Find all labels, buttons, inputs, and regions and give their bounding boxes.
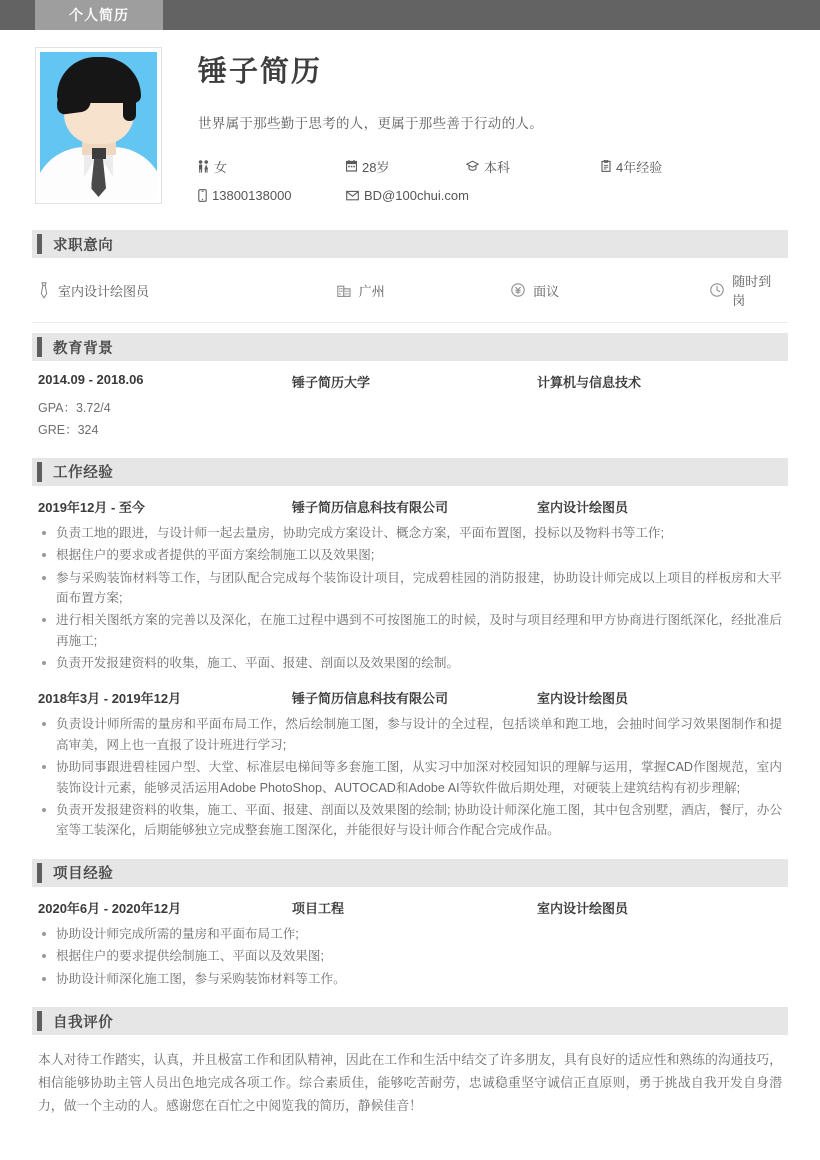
education-gre: GRE：324 (38, 422, 99, 437)
top-banner (0, 0, 820, 30)
work-title: 工作经验 (53, 465, 114, 482)
meta-experience-value: 4年经验 (616, 159, 663, 175)
work-role: 室内设计绘图员 (537, 691, 629, 707)
contact-row-1 (198, 157, 820, 176)
section-education (0, 333, 820, 444)
list-item: 协助设计师完成所需的量房和平面布局工作; (38, 924, 782, 944)
project-header (32, 859, 788, 887)
meta-email (346, 188, 469, 203)
profile-info (162, 47, 820, 230)
calendar-icon (346, 160, 357, 172)
project-entry (32, 887, 788, 993)
profile-header (0, 30, 820, 230)
intent-availability (710, 271, 784, 309)
evaluation-title: 自我评价 (53, 1014, 114, 1031)
intent-salary (511, 281, 710, 300)
intent-salary-value: 面议 (533, 283, 560, 299)
intent-city (337, 281, 511, 300)
project-title: 项目经验 (53, 866, 114, 883)
work-header (32, 458, 788, 486)
project-date: 2020年6月 - 2020年12月 (38, 900, 182, 916)
education-date: 2014.09 - 2018.06 (38, 372, 144, 387)
education-gpa: GPA：3.72/4 (38, 401, 111, 415)
contact-row-2 (198, 188, 820, 203)
avatar-sideburn (123, 91, 136, 121)
work-role: 室内设计绘图员 (537, 499, 629, 515)
section-accent-bar (37, 337, 42, 357)
list-item: 进行相关图纸方案的完善以及深化，在施工过程中遇到不可按图施工的时候，及时与项目经理和甲方协商进行图纸深化，经批准后再施工; (38, 610, 782, 651)
intent-position-value: 室内设计绘图员 (58, 283, 150, 299)
work-entry-head (38, 688, 782, 707)
section-project-experience (0, 859, 820, 993)
phone-icon (198, 189, 207, 202)
resume-title-tab: 个人简历 (35, 0, 163, 30)
section-job-intention (0, 230, 820, 323)
intent-city-value: 广州 (358, 283, 385, 299)
tie-icon (38, 282, 50, 299)
meta-phone-value: 13800138000 (212, 187, 292, 203)
job-intention-header (32, 230, 788, 258)
job-intention-title: 求职意向 (53, 237, 114, 254)
meta-phone (198, 188, 346, 203)
spacer (0, 323, 820, 333)
meta-age-value: 28岁 (362, 159, 390, 175)
list-item: 协助设计师深化施工图，参与采购装饰材料等工作。 (38, 969, 782, 989)
section-accent-bar (37, 1011, 42, 1031)
job-intention-row (32, 258, 788, 323)
building-icon (337, 283, 351, 297)
education-entry-head (38, 372, 782, 391)
work-entry (32, 677, 788, 844)
list-item: 协助同事跟进碧桂园户型、大堂、标准层电梯间等多套施工图，从实习中加深对校园知识的理解与运用，掌握CAD作图规范，室内装饰设计元素，能够灵活运用Adobe PhotoShop、AUTOCAD和Adobe AI等软件做后期处理，对硬装上建筑结构有初步理解; (38, 757, 782, 798)
section-accent-bar (37, 234, 42, 254)
candidate-name: 锤子简历 (198, 56, 323, 88)
project-entry-head (38, 898, 782, 917)
project-role: 室内设计绘图员 (537, 900, 629, 916)
work-bullet-list (38, 523, 782, 674)
section-accent-bar (37, 462, 42, 482)
avatar-frame (35, 47, 162, 204)
avatar-tie-knot (92, 148, 106, 159)
work-date: 2018年3月 - 2019年12月 (38, 691, 182, 707)
spacer (0, 845, 820, 859)
envelope-icon (346, 190, 359, 201)
gender-icon (198, 160, 209, 173)
education-entry (32, 361, 788, 444)
intent-availability-value: 随时到岗 (732, 274, 772, 308)
contact-meta (198, 157, 820, 203)
section-self-evaluation (0, 1007, 820, 1117)
list-item: 根据住户的要求或者提供的平面方案绘制施工以及效果图; (38, 545, 782, 565)
education-header (32, 333, 788, 361)
meta-gender (198, 157, 346, 176)
education-school: 锤子简历大学 (292, 375, 371, 390)
intent-position (38, 281, 337, 300)
meta-gender-value: 女 (214, 159, 228, 175)
meta-experience (601, 157, 662, 176)
section-accent-bar (37, 863, 42, 883)
avatar-photo (40, 52, 157, 199)
list-item: 负责工地的跟进，与设计师一起去量房，协助完成方案设计、概念方案，平面布置图，投标以及物料书等工作; (38, 523, 782, 543)
work-entry (32, 486, 788, 678)
section-work-experience (0, 458, 820, 845)
work-bullet-list (38, 714, 782, 840)
list-item: 参与采购装饰材料等工作，与团队配合完成每个装饰设计项目，完成碧桂园的消防报建，协助设计师完成以上项目的样板房和大平面布置方案; (38, 568, 782, 609)
list-item: 根据住户的要求提供绘制施工、平面以及效果图; (38, 946, 782, 966)
meta-age (346, 157, 466, 176)
meta-education-value: 本科 (484, 159, 511, 175)
project-bullet-list (38, 924, 782, 989)
evaluation-text: 本人对待工作踏实，认真，并且极富工作和团队精神，因此在工作和生活中结交了许多朋友，具有良好的适应性和熟练的沟通技巧，相信能够协助主管人员出色地完成各项工作。综合素质佳，能够吃苦耐劳，忠诚稳重坚守诚信正直原则，勇于挑战自我开发自身潜力，做一个主动的人。感谢您在百忙之中阅览我的简历，静候佳音！ (38, 1052, 782, 1113)
work-date: 2019年12月 - 至今 (38, 499, 145, 515)
list-item: 负责开发报建资料的收集，施工、平面、报建、剖面以及效果图的绘制; 协助设计师深化施工图，其中包含别墅，酒店，餐厅，办公室等工装深化，后期能够独立完成整套施工图深化，并能很好与设计师合作配合完成作品。 (38, 800, 782, 841)
education-title: 教育背景 (53, 340, 114, 357)
candidate-slogan: 世界属于那些勤于思考的人，更属于那些善于行动的人。 (198, 115, 543, 131)
evaluation-header (32, 1007, 788, 1035)
list-item: 负责设计师所需的量房和平面布局工作，然后绘制施工图，参与设计的全过程，包括谈单和跑工地，会抽时间学习效果图制作和提高审美，网上也一直报了设计班进行学习; (38, 714, 782, 755)
work-company: 锤子简历信息科技有限公司 (292, 691, 449, 707)
spacer (0, 993, 820, 1007)
education-major: 计算机与信息技术 (537, 375, 642, 390)
spacer (0, 444, 820, 458)
work-company: 锤子简历信息科技有限公司 (292, 499, 449, 515)
meta-education (466, 157, 601, 176)
list-item: 负责开发报建资料的收集，施工、平面、报建、剖面以及效果图的绘制。 (38, 653, 782, 673)
document-icon (601, 160, 611, 172)
education-cap-icon (466, 160, 479, 172)
top-banner-spacer (0, 0, 35, 30)
clock-icon (710, 283, 724, 297)
meta-email-value: BD@100chui.com (364, 187, 469, 203)
yen-circle-icon (511, 283, 525, 297)
work-entry-head (38, 497, 782, 516)
project-name: 项目工程 (292, 900, 345, 916)
